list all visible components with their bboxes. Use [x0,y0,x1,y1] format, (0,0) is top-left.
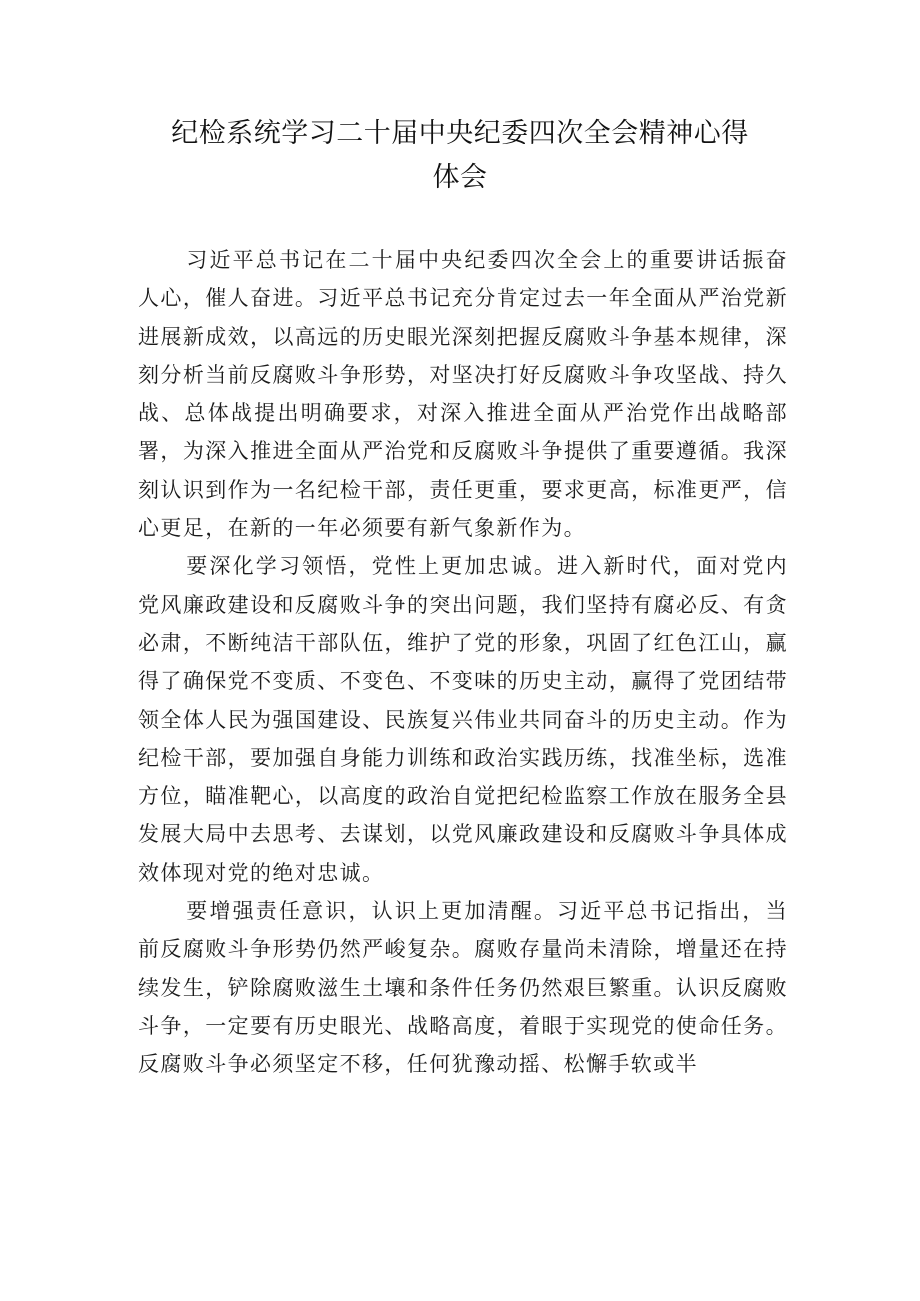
document-body [138,241,788,1084]
document-title: 纪检系统学习二十届中央纪委四次全会精神心得体会 [171,118,749,193]
paragraph: 要深化学习领悟，党性上更加忠诚。进入新时代，面对党内党风廉政建设和反腐败斗争的突出问题，我们坚持有腐必反、有贪必肃，不断纯洁干部队伍，维护了党的形象，巩固了红色江山，赢得了确保党不变质、不变色、不变味的历史主动，赢得了党团结带领全体人民为强国建设、民族复兴伟业共同奋斗的历史主动。作为纪检干部，要加强自身能力训练和政治实践历练，找准坐标，选准方位，瞄准靶心，以高度的政治自觉把纪检监察工作放在服务全县发展大局中去思考、去谋划，以党风廉政建设和反腐败斗争具体成效体现对党的绝对忠诚。 [138,554,788,885]
paragraph: 要增强责任意识，认识上更加清醒。习近平总书记指出，当前反腐败斗争形势仍然严峻复杂。腐败存量尚未清除，增量还在持续发生，铲除腐败滋生土壤和条件任务仍然艰巨繁重。认识反腐败斗争，一定要有历史眼光、战略高度，着眼于实现党的使命任务。反腐败斗争必须坚定不移，任何犹豫动摇、松懈手软或半 [138,899,788,1077]
paragraph: 习近平总书记在二十届中央纪委四次全会上的重要讲话振奋人心，催人奋进。习近平总书记充分肯定过去一年全面从严治党新进展新成效，以高远的历史眼光深刻把握反腐败斗争基本规律，深刻分析当前反腐败斗争形势，对坚决打好反腐败斗争攻坚战、持久战、总体战提出明确要求，对深入推进全面从严治党作出战略部署，为深入推进全面从严治党和反腐败斗争提供了重要遵循。我深刻认识到作为一名纪检干部，责任更重，要求更高，标准更严，信心更足，在新的一年必须要有新气象新作为。 [138,248,788,541]
